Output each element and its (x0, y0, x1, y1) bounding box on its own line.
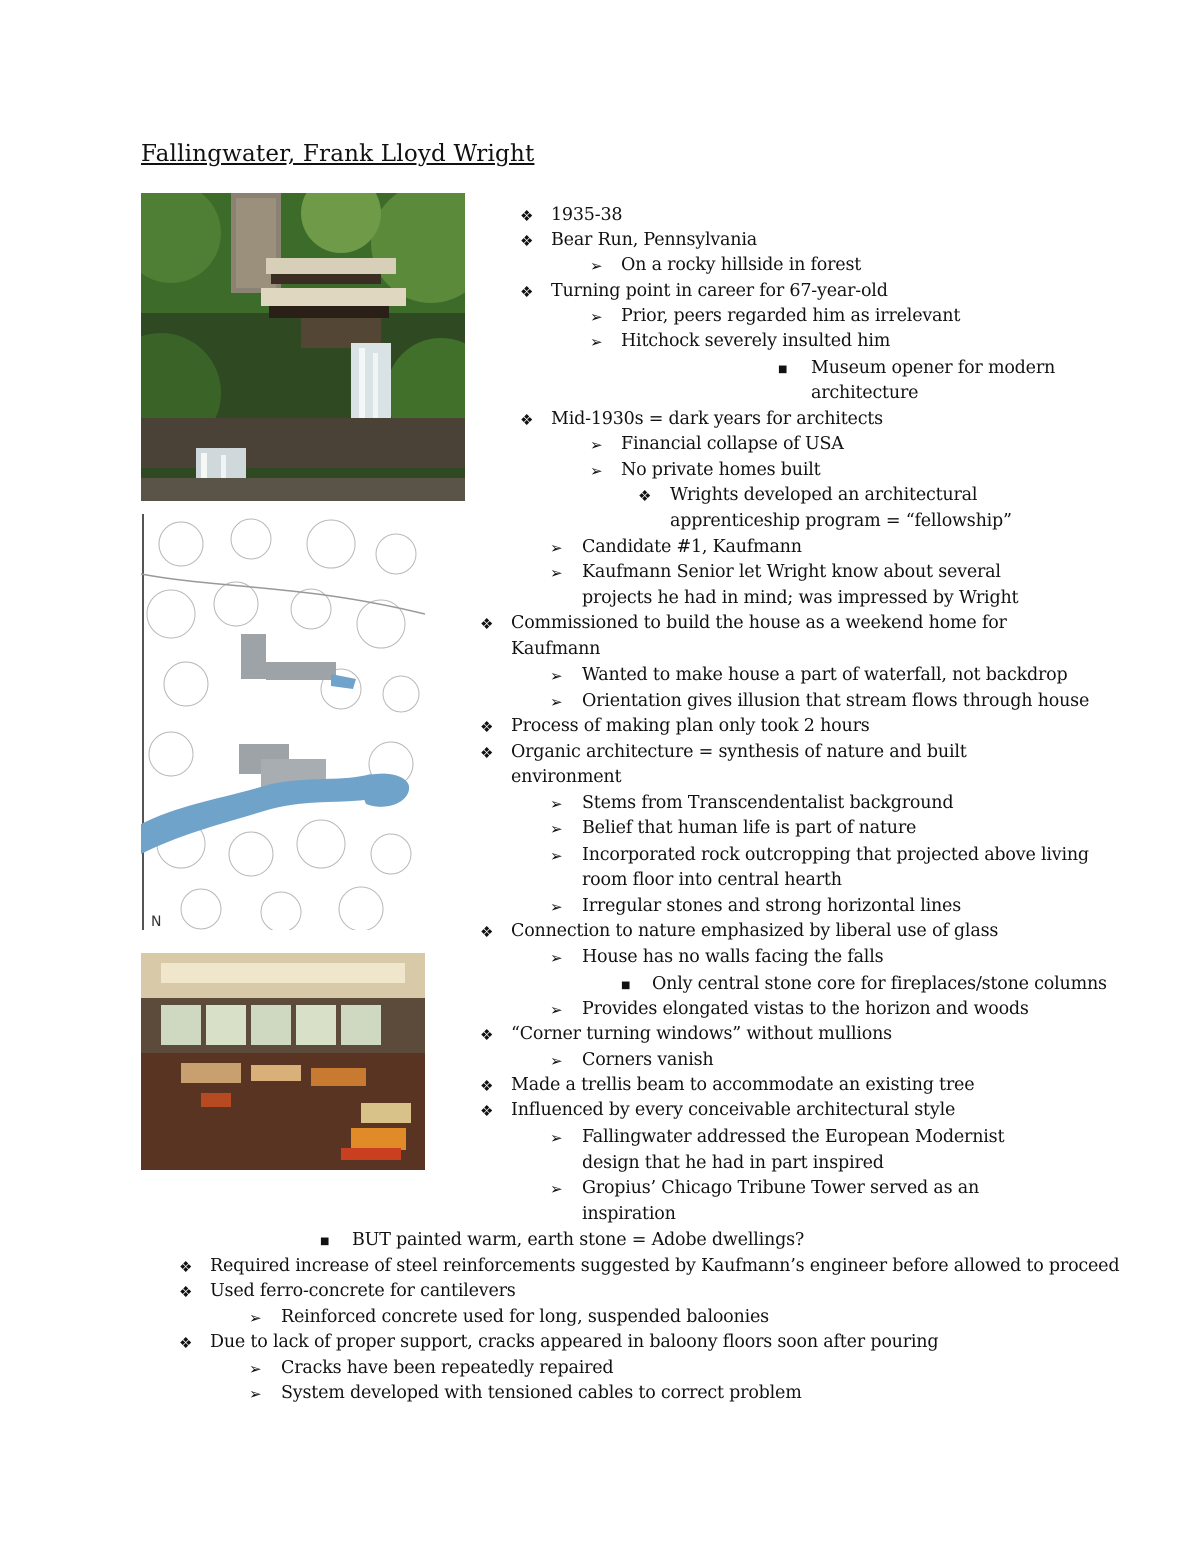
bullet-arrow-icon (249, 1385, 262, 1403)
bullet-arrow-icon (590, 462, 603, 480)
bullet-diamond-icon (520, 207, 533, 225)
bullet-arrow-icon (249, 1360, 262, 1378)
bullet-diamond-icon (638, 487, 651, 505)
north-arrow-icon: N (151, 914, 162, 930)
note-27: “Corner turning windows” without mullions (511, 1024, 892, 1044)
bullet-diamond-icon (480, 1026, 493, 1044)
note-38: Cracks have been repeatedly repaired (281, 1358, 614, 1378)
note-25: Only central stone core for fireplaces/stone columns (652, 974, 1107, 994)
note-3: On a rocky hillside in forest (621, 255, 862, 275)
note-29: Made a trellis beam to accommodate an existing tree (511, 1075, 975, 1095)
bullet-arrow-icon (550, 898, 563, 916)
note-20: Belief that human life is part of nature (582, 818, 917, 838)
note-19: Stems from Transcendentalist background (582, 793, 954, 813)
note-10: No private homes built (621, 460, 821, 480)
bullet-diamond-icon (480, 615, 493, 633)
bullet-arrow-icon (590, 333, 603, 351)
bullet-square-icon (778, 360, 787, 378)
bullet-diamond-icon (179, 1258, 192, 1276)
note-15: Wanted to make house a part of waterfall, not backdrop (582, 665, 1068, 685)
bullet-arrow-icon (550, 1129, 563, 1147)
note-32: Gropius’ Chicago Tribune Tower served as an (582, 1178, 980, 1198)
note-36: Reinforced concrete used for long, suspended baloonies (281, 1307, 769, 1327)
bullet-diamond-icon (520, 283, 533, 301)
note-21-cont: room floor into central hearth (582, 870, 842, 890)
interior-photo (141, 953, 425, 1170)
bullet-arrow-icon (550, 1001, 563, 1019)
bullet-arrow-icon (550, 1180, 563, 1198)
bullet-diamond-icon (520, 232, 533, 250)
bullet-arrow-icon (550, 667, 563, 685)
note-31-cont: design that he had in part inspired (582, 1153, 884, 1173)
note-5: Prior, peers regarded him as irrelevant (621, 306, 961, 326)
note-18: Organic architecture = synthesis of nature and built (511, 742, 967, 762)
bullet-arrow-icon (590, 308, 603, 326)
note-11-cont: apprenticeship program = “fellowship” (670, 511, 1012, 531)
bullet-diamond-icon (480, 744, 493, 762)
bullet-diamond-icon (179, 1283, 192, 1301)
note-12: Candidate #1, Kaufmann (582, 537, 802, 557)
bullet-diamond-icon (520, 411, 533, 429)
bullet-arrow-icon (249, 1309, 262, 1327)
note-7-cont: architecture (811, 383, 919, 403)
note-33: BUT painted warm, earth stone = Adobe dwellings? (352, 1230, 805, 1250)
bullet-diamond-icon (480, 718, 493, 736)
note-39: System developed with tensioned cables to correct problem (281, 1383, 802, 1403)
note-13: Kaufmann Senior let Wright know about several (582, 562, 1001, 582)
note-17: Process of making plan only took 2 hours (511, 716, 870, 736)
note-6: Hitchock severely insulted him (621, 331, 891, 351)
bullet-arrow-icon (550, 949, 563, 967)
bullet-arrow-icon (550, 795, 563, 813)
note-24: House has no walls facing the falls (582, 947, 884, 967)
note-30: Influenced by every conceivable architectural style (511, 1100, 956, 1120)
note-14: Commissioned to build the house as a weekend home for (511, 613, 1007, 633)
bullet-arrow-icon (550, 820, 563, 838)
bullet-diamond-icon (179, 1334, 192, 1352)
note-23: Connection to nature emphasized by liberal use of glass (511, 921, 999, 941)
bullet-arrow-icon (550, 693, 563, 711)
note-7: Museum opener for modern (811, 358, 1056, 378)
bullet-arrow-icon (550, 1052, 563, 1070)
bullet-square-icon (320, 1232, 329, 1250)
note-22: Irregular stones and strong horizontal lines (582, 896, 961, 916)
note-28: Corners vanish (582, 1050, 714, 1070)
note-34: Required increase of steel reinforcements suggested by Kaufmann’s engineer before allowed to proceed (210, 1256, 1120, 1276)
bullet-arrow-icon (590, 257, 603, 275)
note-4: Turning point in career for 67-year-old (551, 281, 888, 301)
exterior-photo (141, 193, 465, 501)
note-1: 1935-38 (551, 205, 623, 225)
note-9: Financial collapse of USA (621, 434, 844, 454)
bullet-arrow-icon (550, 564, 563, 582)
page-title: Fallingwater, Frank Lloyd Wright (141, 141, 535, 167)
bullet-diamond-icon (480, 1077, 493, 1095)
note-13-cont: projects he had in mind; was impressed by Wright (582, 588, 1019, 608)
bullet-square-icon (621, 976, 630, 994)
bullet-arrow-icon (590, 436, 603, 454)
site-plan-drawing (141, 514, 425, 930)
note-37: Due to lack of proper support, cracks appeared in baloony floors soon after pouring (210, 1332, 939, 1352)
note-11: Wrights developed an architectural (670, 485, 978, 505)
note-16: Orientation gives illusion that stream flows through house (582, 691, 1090, 711)
note-31: Fallingwater addressed the European Modernist (582, 1127, 1005, 1147)
note-32-cont: inspiration (582, 1204, 676, 1224)
note-18-cont: environment (511, 767, 622, 787)
note-35: Used ferro-concrete for cantilevers (210, 1281, 516, 1301)
note-2: Bear Run, Pennsylvania (551, 230, 757, 250)
note-21: Incorporated rock outcropping that projected above living (582, 845, 1089, 865)
note-8: Mid-1930s = dark years for architects (551, 409, 883, 429)
bullet-arrow-icon (550, 847, 563, 865)
bullet-diamond-icon (480, 923, 493, 941)
note-14-cont: Kaufmann (511, 639, 601, 659)
bullet-diamond-icon (480, 1102, 493, 1120)
note-26: Provides elongated vistas to the horizon and woods (582, 999, 1029, 1019)
bullet-arrow-icon (550, 539, 563, 557)
